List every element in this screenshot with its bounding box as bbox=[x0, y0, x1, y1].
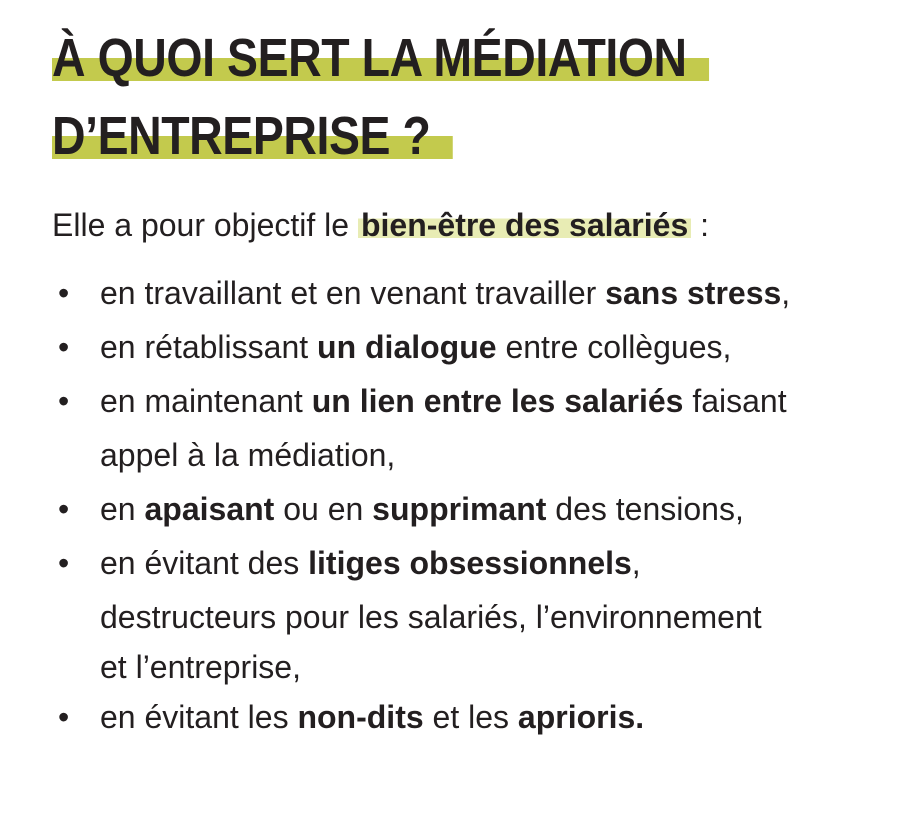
list-item bbox=[52, 536, 790, 690]
page-title-line-2: D’ENTREPRISE ? bbox=[52, 106, 453, 166]
list-item bbox=[52, 266, 790, 320]
list-item-continuation: appel à la médiation, bbox=[100, 437, 396, 473]
list-item-text: en évitant des bbox=[100, 545, 309, 581]
intro-text: Elle a pour objectif le bbox=[52, 207, 358, 243]
list-item-emphasis: sans stress bbox=[605, 275, 782, 311]
bullet-icon: • bbox=[58, 491, 70, 527]
list-item-text: faisant bbox=[683, 383, 787, 419]
highlighted-phrase: bien-être des salariés bbox=[358, 207, 691, 243]
list-item-text: des tensions, bbox=[546, 491, 744, 527]
list-item bbox=[52, 320, 790, 374]
list-item-emphasis: un lien entre les salariés bbox=[311, 383, 684, 419]
intro-paragraph bbox=[52, 200, 709, 250]
list-item-text: en rétablissant bbox=[100, 329, 318, 365]
list-item-continuation: destructeurs pour les salariés, l’environnement bbox=[100, 599, 762, 635]
list-item-text: et les bbox=[423, 699, 518, 735]
bullet-icon: • bbox=[58, 329, 70, 365]
list-item bbox=[52, 690, 790, 744]
bullet-icon: • bbox=[58, 275, 70, 311]
list-item-emphasis: aprioris bbox=[517, 699, 636, 735]
list-item-emphasis: non-dits bbox=[297, 699, 424, 735]
list-item-text: en maintenant bbox=[100, 383, 312, 419]
list-item-emphasis: litiges obsessionnels bbox=[308, 545, 632, 581]
list-item-emphasis: apaisant bbox=[144, 491, 275, 527]
bullet-icon: • bbox=[58, 545, 70, 581]
page-title-line-1: À QUOI SERT LA MÉDIATION bbox=[52, 28, 709, 88]
list-item-text: , bbox=[781, 275, 791, 311]
list-item-text: , bbox=[631, 545, 641, 581]
list-item-continuation: et l’entreprise, bbox=[100, 649, 301, 685]
list-item bbox=[52, 374, 790, 482]
list-item-text: en travaillant et en venant travailler bbox=[100, 275, 606, 311]
list-item-text: en évitant les bbox=[100, 699, 298, 735]
list-item-emphasis: un dialogue bbox=[317, 329, 497, 365]
objectives-list bbox=[52, 266, 790, 744]
list-item-text: entre collègues, bbox=[496, 329, 732, 365]
list-item-emphasis: supprimant bbox=[372, 491, 547, 527]
bullet-icon: • bbox=[58, 699, 70, 735]
list-item-text: en bbox=[100, 491, 145, 527]
intro-suffix: : bbox=[691, 207, 710, 243]
list-item bbox=[52, 482, 790, 536]
list-item-text: ou en bbox=[274, 491, 373, 527]
list-item-punctuation: . bbox=[635, 699, 645, 735]
bullet-icon: • bbox=[58, 383, 70, 419]
